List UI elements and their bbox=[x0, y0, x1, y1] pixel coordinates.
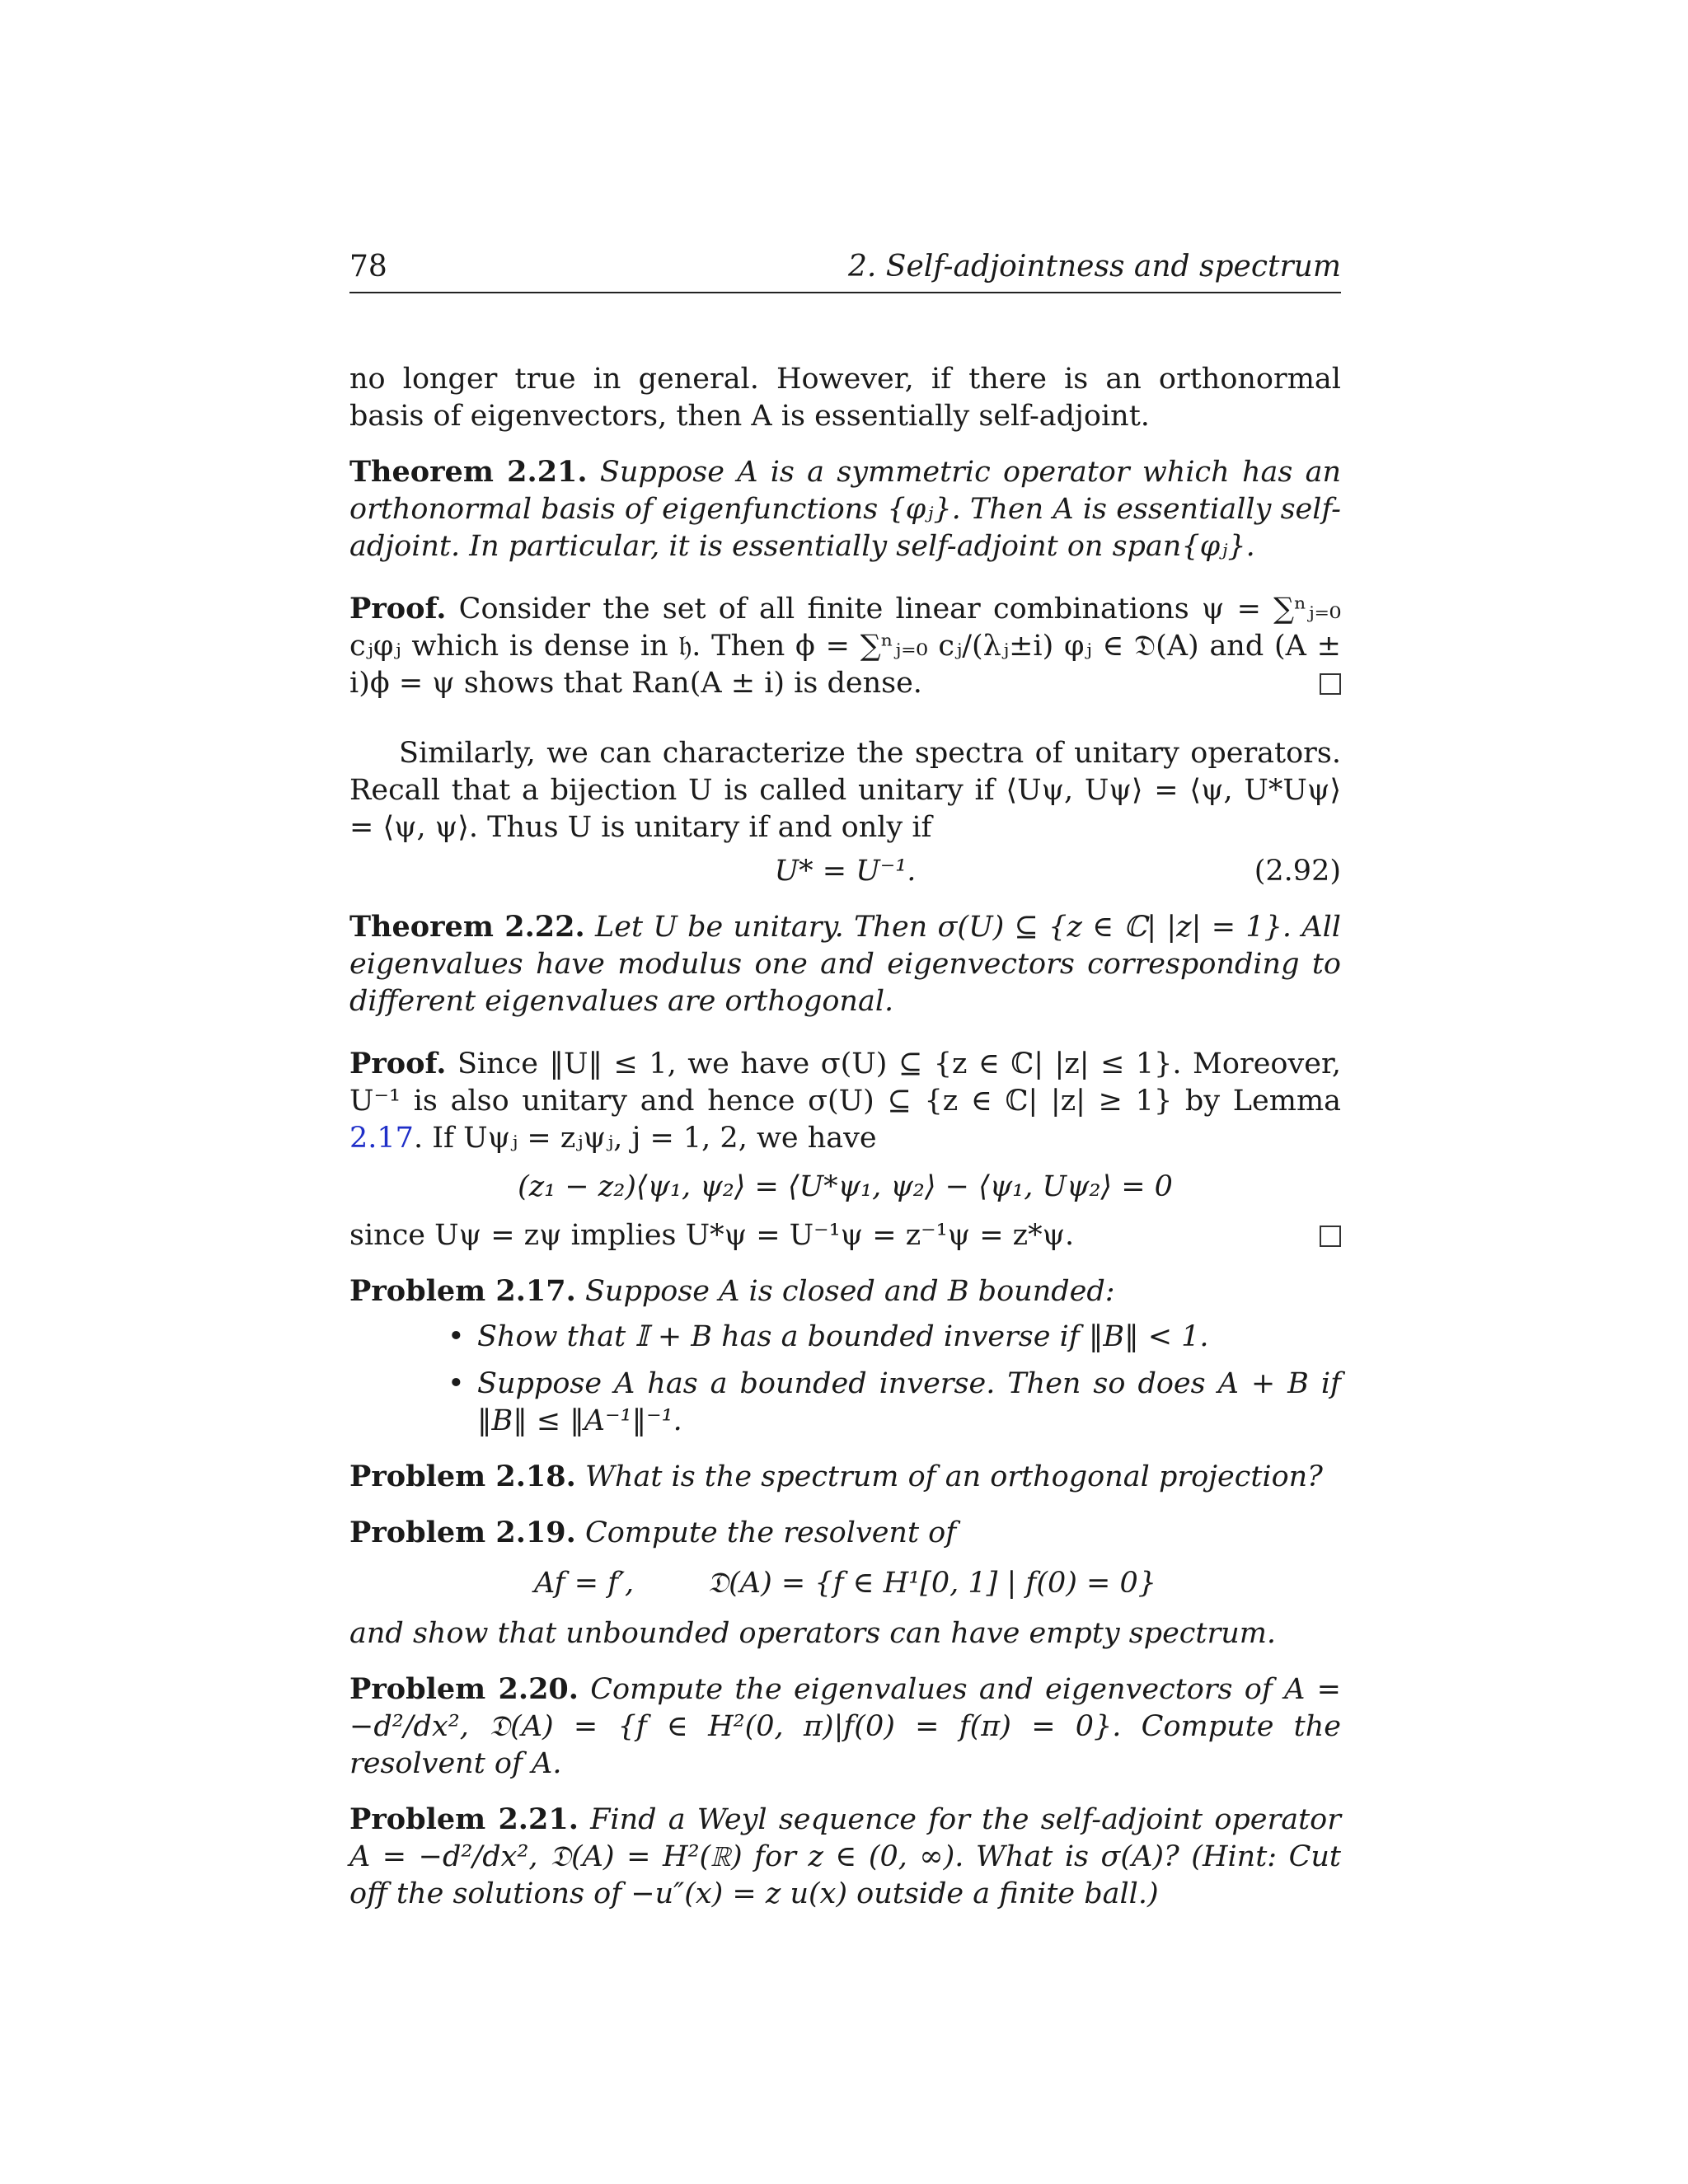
intro-paragraph: no longer true in general. However, if there is an orthonormal basis of eigenvectors, then A is essentially self-adjoint. bbox=[349, 363, 1341, 433]
theorem-2-21 bbox=[349, 453, 1341, 565]
problem-2-21 bbox=[349, 1801, 1341, 1913]
closing-text: since Uψ = zψ implies U*ψ = U⁻¹ψ = z⁻¹ψ = z*ψ. bbox=[349, 1219, 1075, 1252]
problem-2-17-list bbox=[349, 1319, 1341, 1440]
theorem-label: Theorem 2.21. bbox=[349, 455, 588, 489]
problem-label: Problem 2.18. bbox=[349, 1460, 576, 1493]
chapter-title: 2. Self-adjointness and spectrum bbox=[848, 250, 1341, 284]
proof-1 bbox=[349, 590, 1341, 702]
proof-text-a: Since ‖U‖ ≤ 1, we have σ(U) ⊆ {z ∈ ℂ| |z| ≤ 1}. Moreover, U⁻¹ is also unitary and hence σ(U) ⊆ {z ∈ ℂ| |z| ≥ 1} by Lemma bbox=[349, 1047, 1341, 1118]
proof-text: Consider the set of all finite linear combinations ψ = ∑ⁿⱼ₌₀ cⱼφⱼ which is dense in 𝔥. Then ϕ = ∑ⁿⱼ₌₀ cⱼ/(λⱼ±i) φⱼ ∈ 𝔇(A) and (A ± i)ϕ = ψ shows that Ran(A ± i) is dense. bbox=[349, 593, 1341, 700]
problem-2-19-after: and show that unbounded operators can have empty spectrum. bbox=[349, 1617, 1277, 1650]
page-body bbox=[349, 361, 1341, 1913]
display-formula: Af = f′, 𝔇(A) = {f ∈ H¹[0, 1] | f(0) = 0} bbox=[533, 1567, 1157, 1600]
equation-formula: U* = U⁻¹. bbox=[774, 855, 917, 888]
equation-number: (2.92) bbox=[1254, 855, 1341, 888]
problem-text: Find a Weyl sequence for the self-adjoint operator A = −d²/dx², 𝔇(A) = H²(ℝ) for z ∈ (0, ∞). What is σ(A)? (Hint: Cut off the solutions of −u″(x) = z u(x) outside a finite ball.) bbox=[349, 1803, 1341, 1910]
problem-2-17 bbox=[349, 1272, 1341, 1310]
problem-text: What is the spectrum of an orthogonal projection? bbox=[584, 1460, 1323, 1493]
problem-2-19 bbox=[349, 1514, 1341, 1552]
running-head bbox=[349, 247, 1341, 293]
problem-label: Problem 2.20. bbox=[349, 1672, 579, 1706]
proof-2 bbox=[349, 1045, 1341, 1157]
problem-text: Compute the eigenvalues and eigenvectors of A = −d²/dx², 𝔇(A) = {f ∈ H²(0, π)|f(0) = f(π) = 0}. Compute the resolvent of A. bbox=[349, 1673, 1341, 1780]
problem-2-18 bbox=[349, 1458, 1341, 1496]
theorem-text: Suppose A is a symmetric operator which has an orthonormal basis of eigenfunctions {φⱼ}. Then A is essentially self-adjoint. In particular, it is essentially self-adjoint on span{φⱼ}. bbox=[349, 456, 1341, 563]
problem-2-20 bbox=[349, 1671, 1341, 1783]
problem-label: Problem 2.17. bbox=[349, 1274, 576, 1308]
display-formula: (z₁ − z₂)⟨ψ₁, ψ₂⟩ = ⟨U*ψ₁, ψ₂⟩ − ⟨ψ₁, Uψ₂⟩ = 0 bbox=[518, 1170, 1173, 1203]
proof-label: Proof. bbox=[349, 1047, 447, 1080]
proof-text-b: . If Uψⱼ = zⱼψⱼ, j = 1, 2, we have bbox=[413, 1122, 877, 1155]
qed-icon bbox=[1320, 665, 1341, 702]
problem-text: Suppose A is closed and B bounded: bbox=[584, 1275, 1115, 1308]
theorem-label: Theorem 2.22. bbox=[349, 910, 585, 944]
list-item: • Suppose A has a bounded inverse. Then so does A + B if ‖B‖ ≤ ‖A⁻¹‖⁻¹. bbox=[477, 1366, 1341, 1440]
proof-closing bbox=[349, 1217, 1341, 1254]
equation-2-92 bbox=[349, 853, 1341, 890]
list-item: • Show that 𝕀 + B has a bounded inverse if ‖B‖ < 1. bbox=[477, 1319, 1341, 1356]
theorem-text: Let U be unitary. Then σ(U) ⊆ {z ∈ ℂ| |z| = 1}. All eigenvalues have modulus one and eigenvectors corresponding to different eigenvalues are orthogonal. bbox=[349, 911, 1341, 1018]
qed-icon bbox=[1320, 1217, 1341, 1254]
problem-label: Problem 2.21. bbox=[349, 1802, 579, 1836]
proof-display-equation bbox=[349, 1169, 1341, 1206]
problem-text: Compute the resolvent of bbox=[584, 1516, 957, 1549]
problem-2-19-display bbox=[349, 1565, 1341, 1602]
theorem-2-22 bbox=[349, 908, 1341, 1020]
problem-label: Problem 2.19. bbox=[349, 1516, 576, 1549]
unitary-paragraph: Similarly, we can characterize the spectra of unitary operators. Recall that a bijection U is called unitary if ⟨Uψ, Uψ⟩ = ⟨ψ, U*Uψ⟩ = ⟨ψ, ψ⟩. Thus U is unitary if and only if bbox=[349, 737, 1341, 844]
lemma-reference-link[interactable]: 2.17 bbox=[349, 1122, 414, 1155]
proof-label: Proof. bbox=[349, 592, 447, 626]
page-number: 78 bbox=[349, 250, 387, 284]
